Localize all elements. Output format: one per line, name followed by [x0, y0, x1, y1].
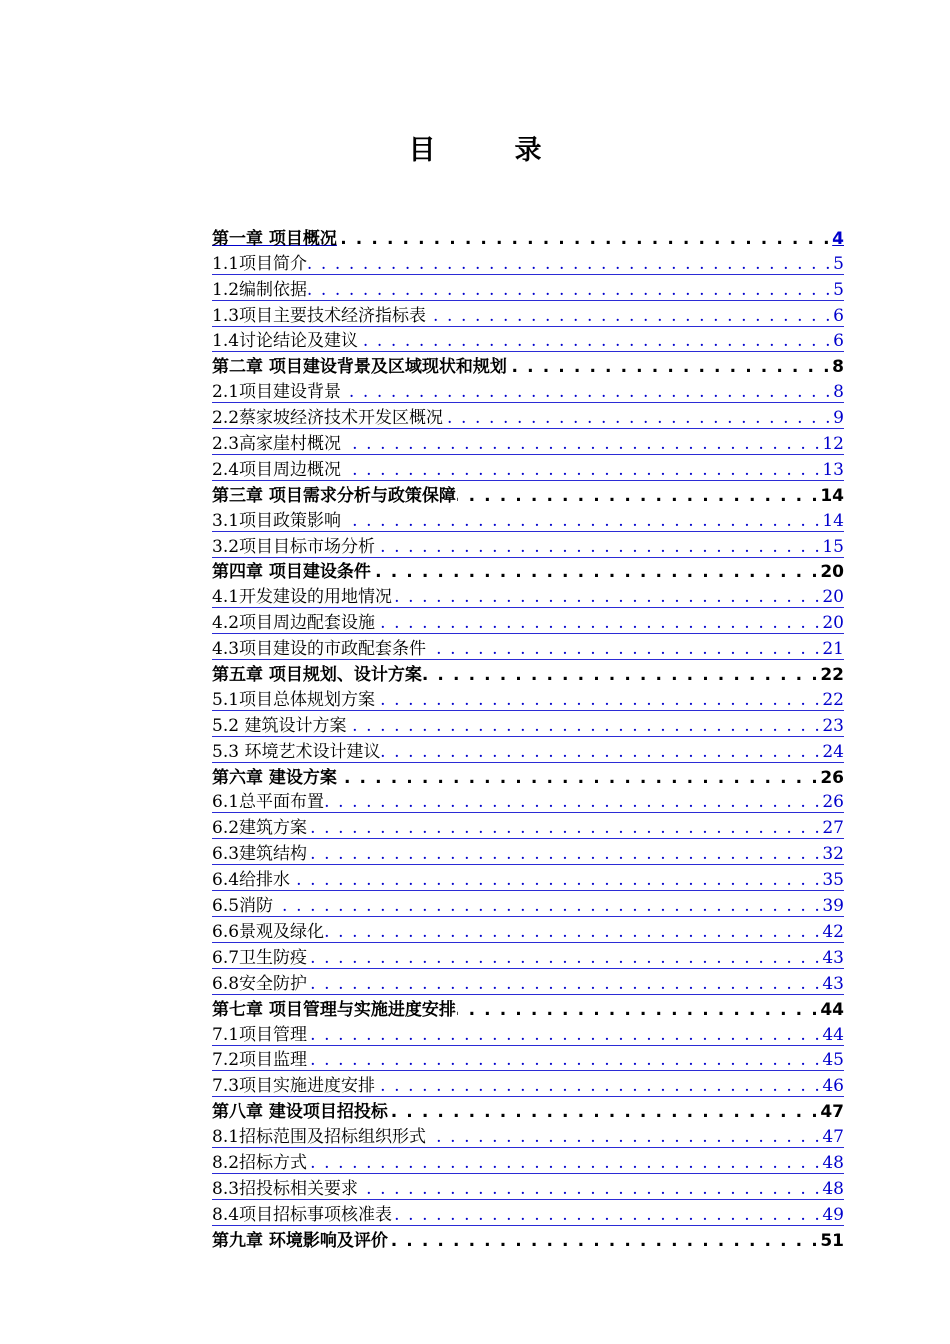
dot-leader	[372, 562, 819, 582]
toc-entry-page-number: 22	[820, 665, 844, 686]
dot-leader	[389, 1102, 819, 1122]
toc-entry-label: 7.1项目管理	[212, 1024, 308, 1045]
toc-entry-page-number: 43	[822, 947, 844, 968]
toc-entry-page-number: 6	[833, 331, 844, 352]
toc-section-entry[interactable]	[212, 301, 844, 327]
toc-entry-label: 第六章 建设方案	[212, 767, 337, 788]
toc-entry-page-number: 6	[833, 305, 844, 326]
toc-entry-label: 第二章 项目建设背景及区域现状和规划	[212, 357, 507, 378]
toc-section-entry[interactable]	[212, 788, 844, 814]
dot-leader	[342, 382, 832, 402]
toc-section-entry[interactable]	[212, 249, 844, 275]
dot-leader	[325, 922, 821, 942]
dot-leader	[376, 1076, 821, 1096]
dot-leader	[308, 1153, 821, 1173]
dot-leader	[342, 434, 821, 454]
toc-entry-label: 8.4项目招标事项核准表	[212, 1204, 393, 1225]
toc-entry-label: 8.1招标范围及招标组织形式	[212, 1127, 427, 1148]
toc-entry-page-number: 48	[822, 1178, 844, 1199]
toc-entry-label: 第一章 项目概况	[212, 228, 337, 249]
dot-leader	[342, 511, 821, 531]
toc-chapter-entry[interactable]	[212, 224, 844, 249]
toc-entry-page-number: 20	[822, 587, 844, 608]
toc-chapter-entry[interactable]	[212, 352, 844, 377]
toc-section-entry[interactable]	[212, 737, 844, 763]
toc-section-entry[interactable]	[212, 685, 844, 711]
toc-entry-label: 2.3高家崖村概况	[212, 434, 342, 455]
toc-entry-page-number: 27	[822, 818, 844, 839]
toc-entry-label: 第五章 项目规划、设计方案	[212, 665, 422, 686]
toc-entry-page-number: 9	[833, 408, 844, 429]
dot-leader	[308, 1025, 821, 1045]
toc-entry-label: 6.8安全防护	[212, 973, 308, 994]
toc-section-entry[interactable]	[212, 634, 844, 660]
toc-entry-label: 2.2蔡家坡经济技术开发区概况	[212, 408, 444, 429]
page-title: 目 录	[408, 135, 568, 166]
toc-section-entry[interactable]	[212, 969, 844, 995]
toc-section-entry[interactable]	[212, 403, 844, 429]
toc-entry-page-number: 45	[822, 1050, 844, 1071]
toc-entry-page-number: 48	[822, 1152, 844, 1173]
toc-entry-page-number: 21	[822, 639, 844, 660]
toc-entry-label: 3.2项目目标市场分析	[212, 536, 376, 557]
toc-chapter-entry[interactable]	[212, 763, 844, 788]
toc-entry-label: 4.3项目建设的市政配套条件	[212, 639, 427, 660]
toc-entry-label: 7.2项目监理	[212, 1050, 308, 1071]
toc-entry-page-number: 39	[822, 896, 844, 917]
dot-leader	[457, 486, 819, 506]
dot-leader	[325, 792, 821, 812]
toc-entry-label: 第八章 建设项目招投标	[212, 1102, 388, 1123]
toc-entry-label: 1.3项目主要技术经济指标表	[212, 305, 427, 326]
toc-entry-page-number: 8	[832, 357, 844, 378]
toc-entry-label: 5.1项目总体规划方案	[212, 689, 376, 710]
toc-entry-label: 1.4讨论结论及建议	[212, 331, 359, 352]
toc-entry-page-number: 26	[820, 767, 844, 788]
toc-entry-page-number: 20	[822, 613, 844, 634]
toc-chapter-entry[interactable]	[212, 1226, 844, 1251]
toc-entry-label: 5.2 建筑设计方案	[212, 715, 347, 736]
toc-chapter-entry[interactable]	[212, 995, 844, 1020]
dot-leader	[457, 1000, 819, 1020]
toc-entry-page-number: 44	[820, 999, 844, 1020]
toc-entry-label: 3.1项目政策影响	[212, 510, 342, 531]
toc-entry-label: 8.2招标方式	[212, 1152, 308, 1173]
toc-section-entry[interactable]	[212, 917, 844, 943]
toc-entry-page-number: 15	[822, 536, 844, 557]
toc-section-entry[interactable]	[212, 1020, 844, 1046]
toc-entry-label: 6.2建筑方案	[212, 818, 308, 839]
toc-entry-page-number: 46	[822, 1076, 844, 1097]
toc-entry-label: 6.7卫生防疫	[212, 947, 308, 968]
toc-entry-label: 6.4给排水	[212, 870, 291, 891]
dot-leader	[342, 460, 821, 480]
toc-section-entry[interactable]	[212, 327, 844, 353]
toc-entry-label: 5.3 环境艺术设计建议	[212, 741, 381, 762]
toc-section-entry[interactable]	[212, 813, 844, 839]
toc-entry-label: 第七章 项目管理与实施进度安排	[212, 999, 456, 1020]
toc-entry-page-number: 5	[833, 253, 844, 274]
dot-leader	[376, 690, 821, 710]
toc-entry-page-number: 5	[833, 279, 844, 300]
dot-leader	[389, 1231, 819, 1251]
toc-entry-page-number: 51	[820, 1230, 844, 1251]
dot-leader	[427, 639, 821, 659]
toc-entry-label: 6.1总平面布置	[212, 792, 325, 813]
dot-leader	[359, 1179, 821, 1199]
toc-entry-page-number: 12	[822, 434, 844, 455]
toc-entry-page-number: 47	[822, 1127, 844, 1148]
toc-entry-page-number: 23	[822, 715, 844, 736]
dot-leader	[308, 818, 821, 838]
dot-leader	[308, 1050, 821, 1070]
toc-section-entry[interactable]	[212, 608, 844, 634]
toc-section-entry[interactable]	[212, 1174, 844, 1200]
toc-entry-label: 1.1项目简介	[212, 253, 308, 274]
dot-leader	[308, 280, 832, 300]
dot-leader	[393, 587, 821, 607]
dot-leader	[376, 613, 821, 633]
toc-entry-page-number: 13	[822, 459, 844, 480]
toc-chapter-entry[interactable]	[212, 558, 844, 583]
dot-leader	[338, 768, 819, 788]
dot-leader	[347, 716, 821, 736]
toc-entry-page-number: 26	[822, 792, 844, 813]
toc-entry-label: 6.5消防	[212, 896, 274, 917]
toc-section-entry[interactable]	[212, 1071, 844, 1097]
toc-section-entry[interactable]	[212, 1122, 844, 1148]
dot-leader	[427, 1127, 821, 1147]
toc-entry-label: 2.4项目周边概况	[212, 459, 342, 480]
toc-entry-page-number: 49	[822, 1204, 844, 1225]
dot-leader	[444, 408, 832, 428]
dot-leader	[376, 537, 821, 557]
toc-entry-label: 2.1项目建设背景	[212, 382, 342, 403]
toc-section-entry[interactable]	[212, 582, 844, 608]
dot-leader	[338, 229, 831, 249]
toc-section-entry[interactable]	[212, 839, 844, 865]
dot-leader	[291, 870, 821, 890]
toc-chapter-entry[interactable]	[212, 660, 844, 685]
toc-entry-label: 8.3招投标相关要求	[212, 1178, 359, 1199]
toc-section-entry[interactable]	[212, 506, 844, 532]
toc-entry-label: 4.2项目周边配套设施	[212, 613, 376, 634]
toc-section-entry[interactable]	[212, 1046, 844, 1072]
toc-entry-page-number: 4	[832, 228, 844, 249]
toc-entry-label: 第三章 项目需求分析与政策保障	[212, 485, 456, 506]
dot-leader	[308, 948, 821, 968]
dot-leader	[308, 974, 821, 994]
toc-chapter-entry[interactable]	[212, 481, 844, 506]
toc-section-entry[interactable]	[212, 429, 844, 455]
toc-entry-page-number: 43	[822, 973, 844, 994]
toc-entry-page-number: 44	[822, 1024, 844, 1045]
toc-section-entry[interactable]	[212, 891, 844, 917]
dot-leader	[393, 1205, 821, 1225]
toc-section-entry[interactable]	[212, 1148, 844, 1174]
toc-entry-label: 第四章 项目建设条件	[212, 562, 371, 583]
toc-entry-page-number: 24	[822, 741, 844, 762]
toc-section-entry[interactable]	[212, 275, 844, 301]
toc-section-entry[interactable]	[212, 1200, 844, 1226]
toc-entry-label: 1.2编制依据	[212, 279, 308, 300]
dot-leader	[359, 331, 832, 351]
toc-entry-page-number: 47	[820, 1102, 844, 1123]
toc-entry-page-number: 32	[822, 844, 844, 865]
toc-chapter-entry[interactable]	[212, 1097, 844, 1122]
dot-leader	[423, 665, 819, 685]
toc-entry-page-number: 42	[822, 921, 844, 942]
toc-entry-page-number: 14	[822, 510, 844, 531]
toc-section-entry[interactable]	[212, 377, 844, 403]
dot-leader	[508, 357, 831, 377]
toc-entry-label: 7.3项目实施进度安排	[212, 1076, 376, 1097]
toc-entry-label: 第九章 环境影响及评价	[212, 1230, 388, 1251]
toc-entry-label: 6.3建筑结构	[212, 844, 308, 865]
dot-leader	[308, 844, 821, 864]
dot-leader	[308, 254, 832, 274]
toc-entry-label: 6.6景观及绿化	[212, 921, 325, 942]
toc-entry-page-number: 22	[822, 689, 844, 710]
toc-section-entry[interactable]	[212, 711, 844, 737]
toc-section-entry[interactable]	[212, 455, 844, 481]
toc-entry-page-number: 8	[833, 382, 844, 403]
table-of-contents	[212, 224, 844, 1251]
toc-entry-label: 4.1开发建设的用地情况	[212, 587, 393, 608]
dot-leader	[427, 306, 832, 326]
toc-entry-page-number: 14	[820, 485, 844, 506]
dot-leader	[274, 896, 821, 916]
toc-section-entry[interactable]	[212, 943, 844, 969]
toc-entry-page-number: 20	[820, 562, 844, 583]
toc-section-entry[interactable]	[212, 865, 844, 891]
toc-section-entry[interactable]	[212, 532, 844, 558]
toc-entry-page-number: 35	[822, 870, 844, 891]
dot-leader	[381, 742, 821, 762]
